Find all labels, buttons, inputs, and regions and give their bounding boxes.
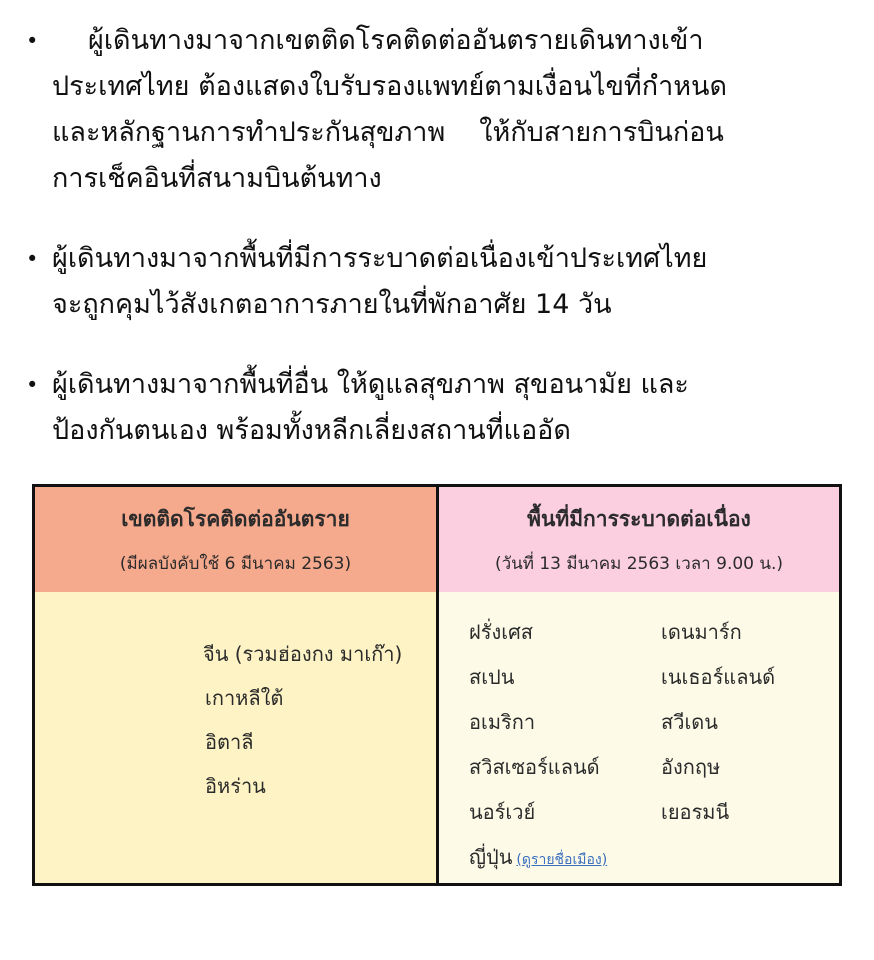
table-header-row bbox=[35, 487, 839, 592]
list-item: เยอรมนี bbox=[661, 800, 730, 824]
list-item: เดนมาร์ก bbox=[661, 620, 742, 644]
list-item: อังกฤษ bbox=[661, 755, 721, 779]
list-item: จีน (รวมฮ่องกง มาเก๊า) bbox=[203, 642, 403, 666]
bullet-1-line-5: การเช็คอินที่สนามบินต้นทาง bbox=[52, 163, 382, 194]
bullet-2-line-2: จะถูกคุมไว้สังเกตอาการภายในที่พักอาศัย 14 วัน bbox=[52, 289, 612, 320]
ongoing-outbreak-list-column-2 bbox=[651, 610, 775, 883]
ongoing-outbreak-list-column-1 bbox=[439, 610, 651, 883]
country-zones-table bbox=[32, 484, 842, 886]
bullet-paragraph-1 bbox=[26, 18, 848, 202]
list-item: สเปน bbox=[469, 665, 515, 689]
table-body-row bbox=[35, 592, 839, 883]
table-header-dangerous-zone-title: เขตติดโรคติดต่ออันตราย bbox=[121, 506, 350, 531]
bullet-1-line-2: ประเทศไทย ต้องแสดงใบรับรองแพทย์ตามเงื่อนไขที่กำหนด bbox=[52, 71, 728, 102]
list-item: สวีเดน bbox=[661, 710, 718, 734]
bullet-1-line-1: ผู้เดินทางมาจากเขตติดโรคติดต่ออันตรายเดินทางเข้า bbox=[88, 25, 704, 56]
bullet-paragraph-3 bbox=[26, 362, 848, 454]
list-item: อิหร่าน bbox=[205, 774, 266, 798]
list-item-japan-label: ญี่ปุ่น bbox=[469, 845, 513, 869]
bullet-3-line-2: ป้องกันตนเอง พร้อมทั้งหลีกเลี่ยงสถานที่แออัด bbox=[52, 415, 571, 446]
bullet-marker: • bbox=[26, 373, 39, 397]
dangerous-zone-list bbox=[35, 592, 439, 883]
bullet-1-line-3: และหลักฐานการทำประกันสุขภาพ bbox=[52, 117, 446, 148]
list-item: อเมริกา bbox=[469, 710, 536, 734]
list-item: เนเธอร์แลนด์ bbox=[661, 665, 776, 689]
bullet-2-line-1: ผู้เดินทางมาจากพื้นที่มีการระบาดต่อเนื่องเข้าประเทศไทย bbox=[52, 243, 708, 274]
bullet-3-line-1: ผู้เดินทางมาจากพื้นที่อื่น ให้ดูแลสุขภาพ สุขอนามัย และ bbox=[52, 369, 689, 400]
list-item: สวิสเซอร์แลนด์ bbox=[469, 755, 600, 779]
ongoing-outbreak-list bbox=[439, 592, 839, 883]
bullet-marker: • bbox=[26, 29, 39, 53]
bullet-paragraph-3-text bbox=[52, 362, 848, 454]
bullet-marker: • bbox=[26, 247, 39, 271]
bullet-paragraph-1-text bbox=[52, 18, 848, 202]
table-header-dangerous-zone-subtitle: (มีผลบังคับใช้ 6 มีนาคม 2563) bbox=[119, 553, 352, 574]
table-header-ongoing-outbreak-subtitle: (วันที่ 13 มีนาคม 2563 เวลา 9.00 น.) bbox=[494, 553, 784, 574]
list-item: นอร์เวย์ bbox=[469, 800, 536, 824]
table-header-dangerous-zone bbox=[35, 487, 439, 592]
list-item: อิตาลี bbox=[205, 730, 254, 754]
table-header-ongoing-outbreak-title: พื้นที่มีการระบาดต่อเนื่อง bbox=[527, 506, 751, 531]
list-item: เกาหลีใต้ bbox=[205, 686, 284, 710]
list-item: ฝรั่งเศส bbox=[469, 620, 533, 644]
city-list-link[interactable]: (ดูรายชื่อเมือง) bbox=[516, 852, 608, 868]
bullet-paragraph-2 bbox=[26, 236, 848, 328]
bullet-1-line-4: ให้กับสายการบินก่อน bbox=[479, 117, 724, 148]
list-item-japan bbox=[469, 835, 651, 883]
table-header-ongoing-outbreak bbox=[439, 487, 839, 592]
bullet-paragraph-2-text bbox=[52, 236, 848, 328]
